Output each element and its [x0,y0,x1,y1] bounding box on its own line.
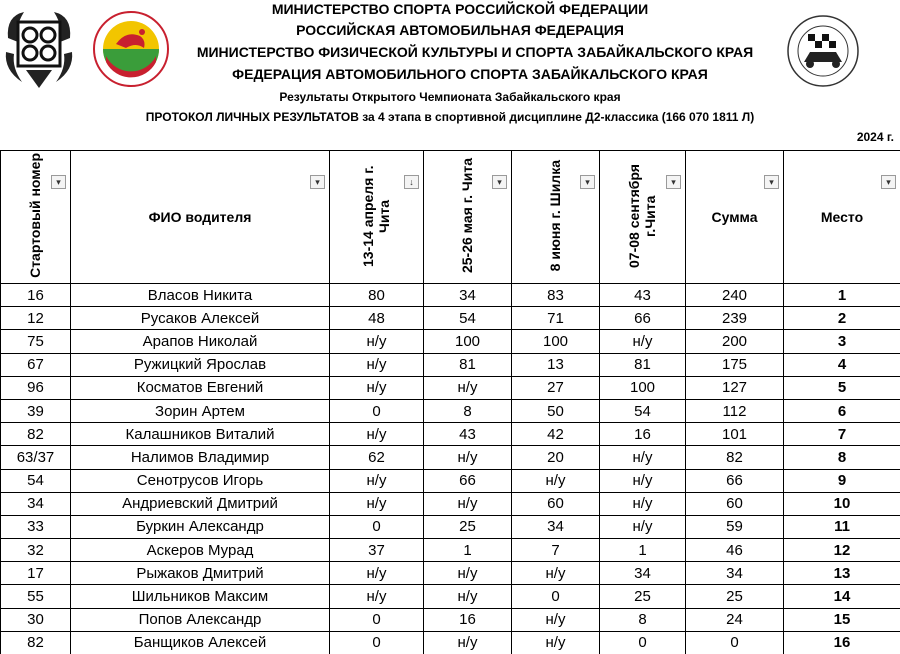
stage-2-cell: 1 [424,539,512,562]
place-cell: 4 [784,353,900,376]
place-cell: 6 [784,399,900,422]
column-label-stage-2: 25-26 мая г. Чита [459,157,476,273]
table-row [1,307,900,330]
stage-1-cell: н/у [330,330,424,353]
stage-2-cell: 34 [424,284,512,307]
stage-3-cell: 50 [512,399,600,422]
place-cell: 14 [784,585,900,608]
start-number-cell: 96 [1,376,71,399]
sum-cell: 82 [686,446,784,469]
sum-cell: 240 [686,284,784,307]
sum-cell: 59 [686,515,784,538]
stage-1-cell: н/у [330,353,424,376]
start-number-cell: 67 [1,353,71,376]
stage-2-cell: 43 [424,423,512,446]
driver-name-cell: Власов Никита [71,284,330,307]
stage-4-cell: 100 [600,376,686,399]
driver-name-cell: Банщиков Алексей [71,631,330,654]
stage-4-cell: н/у [600,330,686,353]
start-number-cell: 17 [1,562,71,585]
table-row [1,353,900,376]
table-row [1,631,900,654]
header-line-2: РОССИЙСКАЯ АВТОМОБИЛЬНАЯ ФЕДЕРАЦИЯ [296,22,624,38]
column-header-place [784,151,900,284]
stage-4-cell: н/у [600,469,686,492]
stage-1-cell: н/у [330,492,424,515]
filter-dropdown-icon[interactable]: ▾ [310,175,325,189]
stage-2-cell: н/у [424,562,512,585]
stage-4-cell: н/у [600,515,686,538]
driver-name-cell: Косматов Евгений [71,376,330,399]
start-number-cell: 54 [1,469,71,492]
stage-1-cell: 0 [330,515,424,538]
filter-dropdown-icon[interactable]: ▾ [881,175,896,189]
column-label-stage-4: 07-08 сентября г.Чита [626,163,659,268]
table-row [1,608,900,631]
sum-cell: 34 [686,562,784,585]
table-row [1,562,900,585]
stage-2-cell: 54 [424,307,512,330]
stage-4-cell: 0 [600,631,686,654]
stage-3-cell: 0 [512,585,600,608]
driver-name-cell: Попов Александр [71,608,330,631]
stage-4-cell: н/у [600,492,686,515]
column-header-driver [71,151,330,284]
stage-2-cell: н/у [424,631,512,654]
sum-cell: 24 [686,608,784,631]
table-row [1,330,900,353]
stage-1-cell: н/у [330,585,424,608]
place-cell: 12 [784,539,900,562]
table-row [1,469,900,492]
table-row [1,585,900,608]
place-cell: 10 [784,492,900,515]
driver-name-cell: Рыжаков Дмитрий [71,562,330,585]
stage-3-cell: н/у [512,631,600,654]
stage-2-cell: 8 [424,399,512,422]
table-row [1,446,900,469]
filter-dropdown-icon[interactable]: ▾ [492,175,507,189]
stage-4-cell: 43 [600,284,686,307]
start-number-cell: 12 [1,307,71,330]
driver-name-cell: Арапов Николай [71,330,330,353]
filter-dropdown-icon[interactable]: ▾ [51,175,66,189]
year-label: 2024 г. [856,130,894,144]
header-line-1: МИНИСТЕРСТВО СПОРТА РОССИЙСКОЙ ФЕДЕРАЦИИ [271,1,649,17]
sum-cell: 66 [686,469,784,492]
column-header-stage-4 [600,151,686,284]
stage-1-cell: 0 [330,399,424,422]
stage-2-cell: 25 [424,515,512,538]
protocol-title: ПРОТОКОЛ ЛИЧНЫХ РЕЗУЛЬТАТОВ за 4 этапа в спортивной дисциплине Д2-классика (166 070 1811 Л) [145,110,755,124]
stage-2-cell: н/у [424,376,512,399]
stage-3-cell: 42 [512,423,600,446]
stage-3-cell: 60 [512,492,600,515]
column-header-start-number [1,151,71,284]
column-label-stage-3: 8 июня г. Шилка [547,159,564,272]
place-cell: 16 [784,631,900,654]
column-label-driver: ФИО водителя [148,209,252,225]
stage-4-cell: 66 [600,307,686,330]
stage-1-cell: н/у [330,562,424,585]
stage-4-cell: н/у [600,446,686,469]
table-header-row [1,151,900,284]
table-row [1,376,900,399]
stage-3-cell: 34 [512,515,600,538]
stage-1-cell: н/у [330,376,424,399]
results-body [1,284,900,654]
stage-1-cell: н/у [330,423,424,446]
driver-name-cell: Налимов Владимир [71,446,330,469]
sum-cell: 239 [686,307,784,330]
driver-name-cell: Зорин Артем [71,399,330,422]
sum-cell: 46 [686,539,784,562]
results-table [0,150,900,654]
stage-4-cell: 8 [600,608,686,631]
driver-name-cell: Русаков Алексей [71,307,330,330]
stage-2-cell: н/у [424,585,512,608]
stage-2-cell: 16 [424,608,512,631]
driver-name-cell: Аскеров Мурад [71,539,330,562]
stage-4-cell: 16 [600,423,686,446]
sum-cell: 25 [686,585,784,608]
stage-3-cell: 13 [512,353,600,376]
stage-1-cell: 37 [330,539,424,562]
driver-name-cell: Андриевский Дмитрий [71,492,330,515]
start-number-cell: 39 [1,399,71,422]
place-cell: 5 [784,376,900,399]
place-cell: 7 [784,423,900,446]
column-label-start-number: Стартовый номер [27,153,44,278]
column-label-sum: Сумма [711,209,758,225]
place-cell: 13 [784,562,900,585]
stage-1-cell: 0 [330,608,424,631]
document-header [0,0,900,150]
driver-name-cell: Сенотрусов Игорь [71,469,330,492]
start-number-cell: 82 [1,423,71,446]
start-number-cell: 55 [1,585,71,608]
stage-3-cell: н/у [512,562,600,585]
driver-name-cell: Ружицкий Ярослав [71,353,330,376]
place-cell: 1 [784,284,900,307]
place-cell: 9 [784,469,900,492]
sum-cell: 101 [686,423,784,446]
place-cell: 11 [784,515,900,538]
stage-3-cell: 100 [512,330,600,353]
driver-name-cell: Калашников Виталий [71,423,330,446]
start-number-cell: 34 [1,492,71,515]
column-label-stage-1: 13-14 апреля г. Чита [360,164,393,267]
place-cell: 15 [784,608,900,631]
stage-4-cell: 81 [600,353,686,376]
start-number-cell: 82 [1,631,71,654]
filter-dropdown-icon[interactable]: ▾ [580,175,595,189]
stage-3-cell: 7 [512,539,600,562]
start-number-cell: 32 [1,539,71,562]
table-row [1,399,900,422]
stage-1-cell: 48 [330,307,424,330]
stage-2-cell: н/у [424,492,512,515]
stage-2-cell: н/у [424,446,512,469]
start-number-cell: 30 [1,608,71,631]
start-number-cell: 63/37 [1,446,71,469]
table-row [1,423,900,446]
sum-cell: 112 [686,399,784,422]
stage-3-cell: 83 [512,284,600,307]
driver-name-cell: Шильников Максим [71,585,330,608]
table-row [1,539,900,562]
stage-3-cell: н/у [512,469,600,492]
stage-4-cell: 1 [600,539,686,562]
start-number-cell: 16 [1,284,71,307]
column-header-stage-2 [424,151,512,284]
header-line-4: ФЕДЕРАЦИЯ АВТОМОБИЛЬНОГО СПОРТА ЗАБАЙКАЛЬСКОГО КРАЯ [232,66,708,82]
filter-dropdown-icon[interactable]: ▾ [666,175,681,189]
stage-4-cell: 25 [600,585,686,608]
sum-cell: 0 [686,631,784,654]
column-header-stage-3 [512,151,600,284]
stage-1-cell: н/у [330,469,424,492]
driver-name-cell: Буркин Александр [71,515,330,538]
place-cell: 3 [784,330,900,353]
stage-3-cell: 27 [512,376,600,399]
column-header-sum [686,151,784,284]
stage-4-cell: 54 [600,399,686,422]
stage-2-cell: 100 [424,330,512,353]
table-row [1,515,900,538]
stage-1-cell: 62 [330,446,424,469]
stage-2-cell: 81 [424,353,512,376]
zabaikalsky-federation-logo-icon [786,14,860,88]
stage-4-cell: 34 [600,562,686,585]
sum-cell: 200 [686,330,784,353]
place-cell: 8 [784,446,900,469]
stage-1-cell: 80 [330,284,424,307]
stage-3-cell: н/у [512,608,600,631]
championship-title: Результаты Открытого Чемпионата Забайкальского края [279,90,621,104]
filter-dropdown-icon[interactable]: ▾ [764,175,779,189]
place-cell: 2 [784,307,900,330]
column-header-stage-1 [330,151,424,284]
stage-3-cell: 71 [512,307,600,330]
sum-cell: 60 [686,492,784,515]
sum-cell: 175 [686,353,784,376]
sum-cell: 127 [686,376,784,399]
table-row [1,284,900,307]
start-number-cell: 75 [1,330,71,353]
table-row [1,492,900,515]
start-number-cell: 33 [1,515,71,538]
column-label-place: Место [820,209,864,225]
stage-1-cell: 0 [330,631,424,654]
sort-filter-icon[interactable]: ↓ [404,175,419,189]
header-line-3: МИНИСТЕРСТВО ФИЗИЧЕСКОЙ КУЛЬТУРЫ И СПОРТА ЗАБАЙКАЛЬСКОГО КРАЯ [196,44,754,60]
stage-2-cell: 66 [424,469,512,492]
stage-3-cell: 20 [512,446,600,469]
